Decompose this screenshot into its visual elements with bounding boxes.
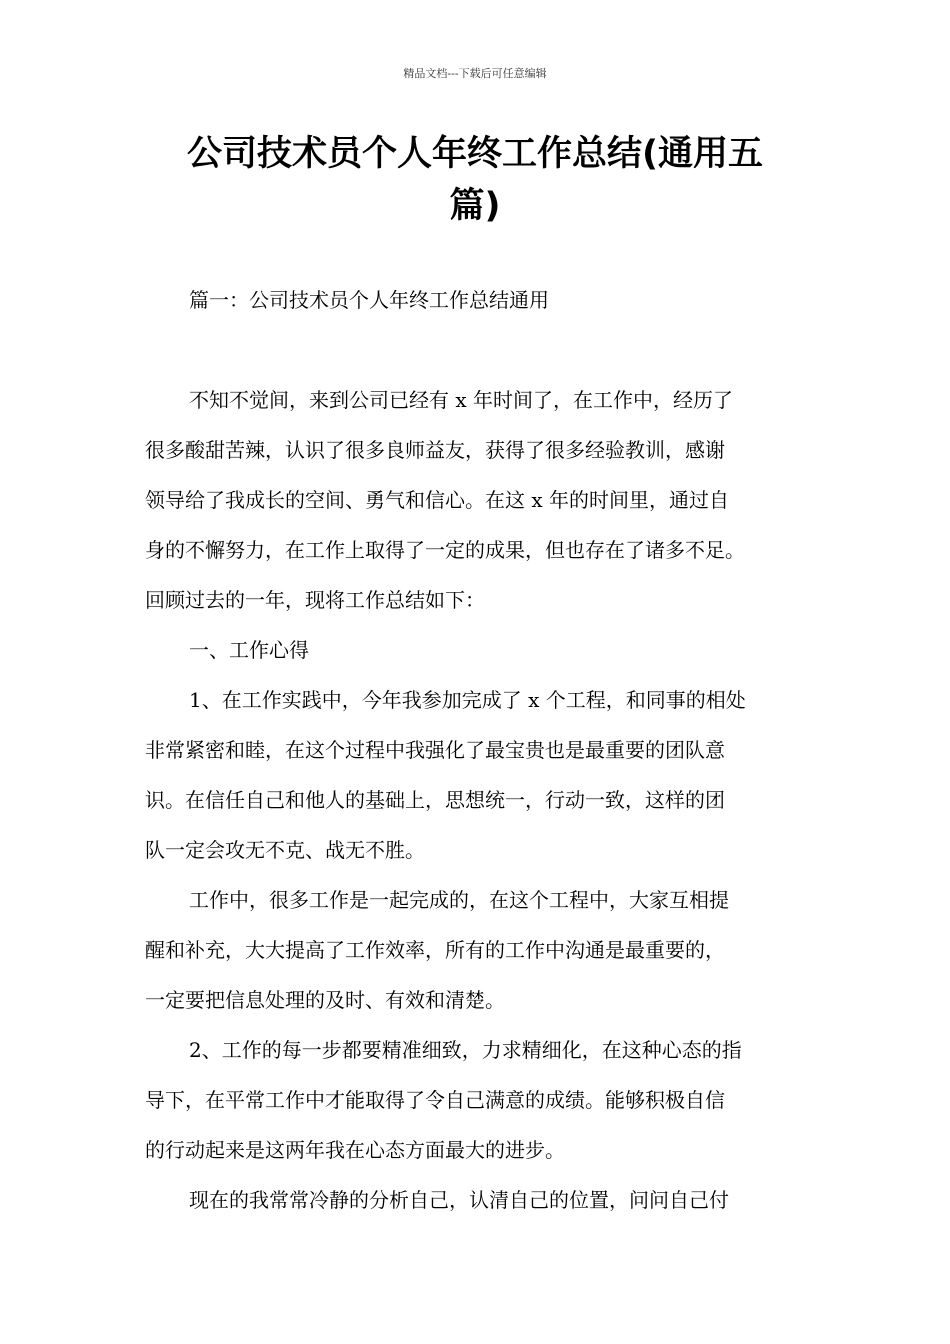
document-title <box>140 128 810 232</box>
paragraph-line: 回顾过去的一年，现将工作总结如下： <box>145 588 485 612</box>
paragraph-line: 的行动起来是这两年我在心态方面最大的进步。 <box>145 1138 565 1162</box>
paragraph-line: 不知不觉间，来到公司已经有 x 年时间了，在工作中，经历了 <box>189 388 733 412</box>
paragraph-line: 身的不懈努力，在工作上取得了一定的成果，但也存在了诸多不足。 <box>145 538 745 562</box>
paragraph-line: 非常紧密和睦，在这个过程中我强化了最宝贵也是最重要的团队意 <box>145 738 725 762</box>
paragraph-line: 识。在信任自己和他人的基础上，思想统一，行动一致，这样的团 <box>145 788 725 812</box>
paragraph-line: 1、在工作实践中，今年我参加完成了 x 个工程，和同事的相处 <box>189 688 746 712</box>
paragraph-line: 2、工作的每一步都要精准细致，力求精细化，在这种心态的指 <box>189 1038 742 1062</box>
paragraph-line: 一定要把信息处理的及时、有效和清楚。 <box>145 988 505 1012</box>
paragraph-line: 很多酸甜苦辣，认识了很多良师益友，获得了很多经验教训，感谢 <box>145 438 725 462</box>
paragraph-line: 导下，在平常工作中才能取得了令自己满意的成绩。能够积极自信 <box>145 1088 725 1112</box>
paragraph-line: 现在的我常常冷静的分析自己，认清自己的位置，问问自己付 <box>189 1188 729 1212</box>
body-text <box>145 378 825 1228</box>
paragraph-line: 队一定会攻无不克、战无不胜。 <box>145 838 425 862</box>
paragraph-line: 工作中，很多工作是一起完成的，在这个工程中，大家互相提 <box>189 888 729 912</box>
subheading-line: 一、工作心得 <box>189 638 309 662</box>
header-note: 精品文档---下载后可任意编辑 <box>403 67 547 80</box>
title-line: 公司技术员个人年终工作总结(通用五 <box>187 134 763 174</box>
title-line: 篇) <box>449 186 501 226</box>
paragraph-line: 醒和补充，大大提高了工作效率，所有的工作中沟通是最重要的， <box>145 938 725 962</box>
section-heading: 篇一：公司技术员个人年终工作总结通用 <box>189 288 549 312</box>
paragraph-line: 领导给了我成长的空间、勇气和信心。在这 x 年的时间里，通过自 <box>145 488 729 512</box>
